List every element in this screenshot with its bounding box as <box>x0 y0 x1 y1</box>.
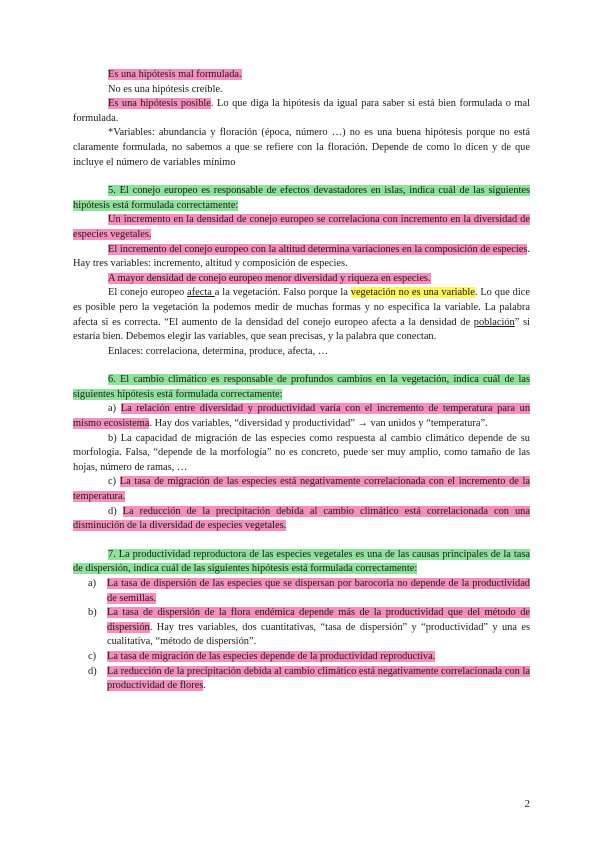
question-5: 5. El conejo europeo es responsable de efectos devastadores en islas, indica cuál de las siguientes hipótesis está formulada correctamente: <box>73 185 530 211</box>
document-body <box>73 68 530 694</box>
q5-option-a: Un incremento en la densidad de conejo europeo se correlaciona con incremento en la diversidad de especies vegetales. <box>73 214 530 240</box>
q6-option-a: a) La relación entre diversidad y productividad varía con el incremento de temperatura para un mismo ecosistema. Hay dos variables, “diversidad y productividad” → van unidos y “temperatura”. <box>73 403 531 430</box>
q7-option-a: a) La tasa de dispersión de las especies que se dispersan por barocoria no depende de la productividad de semillas. <box>88 578 530 604</box>
q6-option-d: d) La reducción de la precipitación debida al cambio climático está correlacionada con una disminución de la diversidad de especies vegetales. <box>73 505 530 532</box>
q5-option-b: El incremento del conejo europeo con la altitud determina variaciones en la composición de especies. Hay tres variables: incremento, altitud y composición de especies. <box>73 243 530 270</box>
question-7: 7. La productividad reproductora de las especies vegetales es una de las causas principales de la tasa de dispersión, indica cuál de las siguientes hipótesis está formulada correctamente: <box>73 548 530 575</box>
question-6: 6. El cambio climático es responsable de profundos cambios en la vegetación, indica cuál de las siguientes hipótesis está formulada correctamente: <box>73 374 530 400</box>
q6-option-c: c) La tasa de migración de las especies está negativamente correlacionada con el incremento de la temperatura. <box>73 476 531 503</box>
variables-note: *Variables: abundancia y floración (época, número …) no es una buena hipótesis porque no está claramente formulada, no sabemos a que se refiere con la floración. Depende de como lo dicen y de que incluye el número de variables mínimo <box>73 127 530 168</box>
q5-option-d: El conejo europeo afecta a la vegetación. Falso porque la vegetación no es una variable. Lo que dice es posible pero la vegetación la podemos medir de muchas formas y no especifica la variable. La palabra afecta si es correcta. “El aumento de la densidad del conejo europeo afecta a la densidad de población” si estaría bien. Debemos elegir las variables, que sean precisas, y la palabra que conectan. <box>73 287 530 343</box>
hypothesis-possible: Es una hipótesis posible. Lo que diga la hipótesis da igual para saber si está bien formulada o mal formulada. <box>73 98 530 124</box>
q5-links-note: Enlaces: correlaciona, determina, produce, afecta, … <box>108 345 329 357</box>
q6-option-b: b) La capacidad de migración de las especies como respuesta al cambio climático depende de su morfología. Falsa, “depende de la morfología” no es concreto, puede ser muy amplio, como tamaño de las hojas, número de ramas, … <box>73 432 530 473</box>
hypothesis-not-credible: No es una hipótesis creíble. <box>108 83 223 95</box>
q7-option-d: d) La reducción de la precipitación debida al cambio climático está negativamente correlacionada con la productividad de flores. <box>88 665 530 692</box>
page-number: 2 <box>524 798 530 810</box>
q7-option-b: b) La tasa de dispersión de la flora endémica depende más de la productividad que del método de dispersión. Hay tres variables, dos cuantitativas, “tasa de dispersión” y “productividad” y una es cualitativa, “método de dispersión”. <box>88 607 530 648</box>
hypothesis-bad: Es una hipótesis mal formulada. <box>108 69 242 80</box>
q5-option-c: A mayor densidad de conejo europeo menor diversidad y riqueza en especies. <box>108 272 431 284</box>
q7-options <box>73 577 530 694</box>
q7-option-c: c) La tasa de migración de las especies depende de la productividad reproductiva. <box>88 650 436 662</box>
